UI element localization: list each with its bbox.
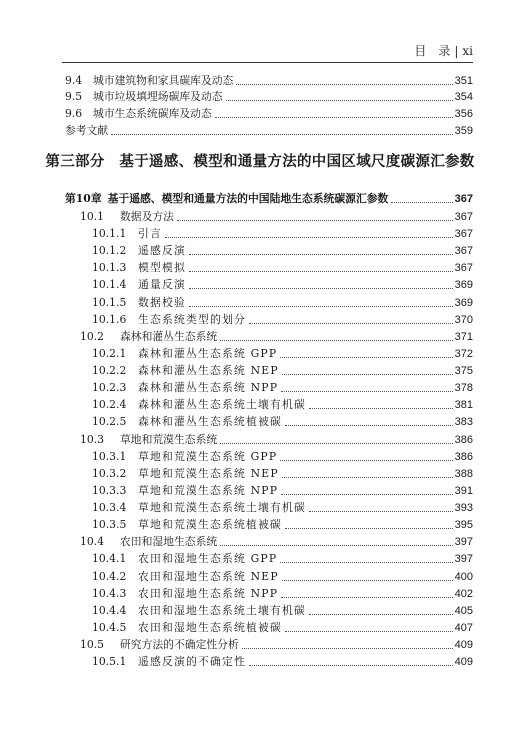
dot-leader	[281, 494, 452, 495]
toc-entry[interactable]	[92, 309, 473, 327]
toc-entry[interactable]	[92, 394, 473, 412]
toc-entry-title: 引言	[138, 227, 162, 240]
dot-leader	[285, 425, 453, 426]
toc-entry-title: 森林和灌丛生态系统	[120, 330, 218, 343]
toc-entry-page: 388	[454, 468, 473, 480]
toc-entry[interactable]	[65, 103, 473, 121]
toc-entry-title: 研究方法的不确定性分析	[120, 638, 239, 651]
toc-entry-number: 10.3.4	[92, 501, 127, 514]
toc-entry-number: 10.1.4	[92, 278, 127, 291]
toc-entry-title: 草地和荒漠生态系统 GPP	[138, 450, 278, 463]
dot-leader	[285, 631, 453, 632]
toc-entry-page: 391	[454, 485, 473, 497]
toc-entry[interactable]	[80, 326, 473, 344]
dot-leader	[177, 220, 453, 221]
toc-entry[interactable]	[92, 343, 473, 361]
toc-entry-number: 10.4.2	[92, 570, 127, 583]
toc-entry-title: 草地和荒漠生态系统	[120, 433, 218, 446]
toc-entry-page: 378	[454, 382, 473, 394]
toc-entry[interactable]	[92, 411, 473, 429]
toc-entry[interactable]	[80, 634, 473, 652]
dot-leader	[236, 84, 452, 85]
toc-entry-page: 375	[454, 365, 473, 377]
dot-leader	[309, 408, 453, 409]
dot-leader	[220, 545, 452, 546]
toc-entry-number: 10.5	[80, 638, 105, 651]
toc-entry-page: 386	[454, 451, 473, 463]
toc-entry-title: 森林和灌丛生态系统 GPP	[138, 347, 278, 360]
toc-entry-page: 367	[454, 211, 473, 223]
toc-entry-title: 农田和湿地生态系统	[120, 535, 218, 548]
toc-entry-title: 农田和湿地生态系统 GPP	[138, 552, 278, 565]
toc-entry-number: 10.1.1	[92, 227, 127, 240]
toc-entry-number: 10.3.5	[92, 518, 127, 531]
toc-entry[interactable]	[92, 463, 473, 481]
part-title: 第三部分 基于遥感、模型和通量方法的中国区域尺度碳源汇参数	[45, 153, 475, 170]
dot-leader	[309, 511, 453, 512]
dot-leader	[280, 460, 452, 461]
toc-entry-page: 351	[454, 75, 473, 87]
toc-entry[interactable]	[92, 240, 473, 258]
toc-entry-title: 农田和湿地生态系统 NPP	[138, 587, 279, 600]
toc-entry-title: 森林和灌丛生态系统 NPP	[138, 381, 279, 394]
toc-entry[interactable]	[92, 360, 473, 378]
toc-entry-title: 城市生态系统碳库及动态	[93, 107, 212, 120]
toc-entry-title: 草地和荒漠生态系统 NEP	[138, 467, 279, 480]
dot-leader	[281, 391, 452, 392]
toc-entry-number: 10.4.4	[92, 604, 127, 617]
header-title: 目 录	[414, 44, 451, 58]
toc-entry-page: 369	[454, 297, 473, 309]
toc-entry-title: 城市垃圾填埋场碳库及动态	[93, 90, 223, 103]
toc-entry-title: 草地和荒漠生态系统 NPP	[138, 484, 279, 497]
toc-entry-title: 农田和湿地生态系统植被碳	[138, 621, 282, 634]
dot-leader	[249, 665, 453, 666]
toc-entry-number: 10.2.1	[92, 347, 127, 360]
dot-leader	[280, 562, 452, 563]
toc-entry-page: 359	[454, 125, 473, 137]
toc-entry-number: 10.3.1	[92, 450, 127, 463]
toc-entry-title: 参考文献	[65, 124, 109, 137]
toc-entry-page: 381	[454, 399, 473, 411]
toc-entry[interactable]	[92, 377, 473, 395]
dot-leader	[226, 100, 453, 101]
toc-entry-number: 10.4	[80, 535, 105, 548]
toc-entry-number: 10.3.3	[92, 484, 127, 497]
toc-entry-number: 10.3	[80, 433, 105, 446]
toc-entry[interactable]	[92, 274, 473, 292]
toc-entry-page: 386	[454, 434, 473, 446]
toc-entry-title: 森林和灌丛生态系统 NEP	[138, 364, 279, 377]
toc-entry-page: 397	[454, 536, 473, 548]
toc-entry-title: 遥感反演的不确定性	[138, 655, 246, 668]
toc-entry[interactable]	[92, 514, 473, 532]
toc-entry-number: 10.1.2	[92, 244, 127, 257]
toc-entry[interactable]	[92, 651, 473, 669]
toc-entry-number: 10.3.2	[92, 467, 127, 480]
dot-leader	[111, 134, 452, 135]
header-rule	[62, 62, 473, 63]
toc-entry[interactable]	[92, 223, 473, 241]
toc-entry-number: 10.2.3	[92, 381, 127, 394]
toc-entry-number: 10.1.6	[92, 313, 127, 326]
toc-entry-number: 第10章	[65, 192, 102, 205]
dot-leader	[189, 254, 453, 255]
toc-entry-number: 10.1.3	[92, 261, 127, 274]
toc-entry-number: 9.4	[65, 74, 83, 87]
toc-entry-title: 城市建筑物和家具碳库及动态	[93, 74, 234, 87]
dot-leader	[165, 237, 453, 238]
toc-entry-number: 10.4.5	[92, 621, 127, 634]
toc-entry-title: 草地和荒漠生态系统植被碳	[138, 518, 282, 531]
toc-entry-number: 10.4.3	[92, 587, 127, 600]
toc-entry-page: 397	[454, 553, 473, 565]
toc-entry-page: 371	[454, 331, 473, 343]
toc-entry-title: 数据及方法	[120, 210, 174, 223]
toc-entry[interactable]	[65, 120, 473, 138]
toc-entry-number: 9.6	[65, 107, 83, 120]
toc-entry-page: 356	[454, 108, 473, 120]
toc-entry-title: 模型模拟	[138, 261, 186, 274]
toc-entry-page: 409	[454, 656, 473, 668]
toc-entry-title: 森林和灌丛生态系统土壤有机碳	[138, 398, 306, 411]
toc-entry[interactable]	[92, 600, 473, 618]
toc-entry-title: 数据校验	[138, 296, 186, 309]
toc-entry-number: 10.4.1	[92, 552, 127, 565]
toc-entry-page: 367	[454, 245, 473, 257]
dot-leader	[220, 443, 452, 444]
dot-leader	[189, 271, 453, 272]
dot-leader	[391, 202, 452, 203]
toc-entry-page: 400	[454, 571, 473, 583]
toc-entry-page: 372	[454, 348, 473, 360]
toc-entry[interactable]	[80, 206, 473, 224]
dot-leader	[215, 117, 453, 118]
toc-entry-number: 10.1.5	[92, 296, 127, 309]
toc-entry-page: 367	[454, 193, 473, 205]
toc-entry[interactable]	[92, 617, 473, 635]
toc-entry-title: 农田和湿地生态系统 NEP	[138, 570, 279, 583]
toc-entry-number: 10.2.5	[92, 415, 127, 428]
dot-leader	[282, 477, 453, 478]
toc-entry[interactable]	[92, 257, 473, 275]
toc-entry[interactable]	[92, 583, 473, 601]
toc-entry-number: 10.2.2	[92, 364, 127, 377]
dot-leader	[242, 648, 453, 649]
toc-entry-page: 354	[454, 91, 473, 103]
toc-entry-page: 395	[454, 519, 473, 531]
toc-entry-title: 基于遥感、模型和通量方法的中国陆地生态系统碳源汇参数	[107, 192, 389, 205]
toc-entry-number: 10.5.1	[92, 655, 127, 668]
toc-entry-page: 407	[454, 622, 473, 634]
toc-entry-number: 9.5	[65, 90, 83, 103]
toc-entry-title: 通量反演	[138, 278, 186, 291]
header-page-number: xi	[462, 44, 473, 58]
toc-entry[interactable]	[92, 292, 473, 310]
toc-entry-page: 367	[454, 228, 473, 240]
toc-entry[interactable]	[92, 497, 473, 515]
dot-leader	[220, 340, 452, 341]
toc-entry-page: 393	[454, 502, 473, 514]
dot-leader	[189, 288, 453, 289]
toc-entry-title: 生态系统类型的划分	[138, 313, 246, 326]
toc-entry[interactable]	[92, 480, 473, 498]
dot-leader	[285, 528, 453, 529]
toc-entry[interactable]	[80, 429, 473, 447]
dot-leader	[280, 357, 452, 358]
toc-entry-title: 草地和荒漠生态系统土壤有机碳	[138, 501, 306, 514]
dot-leader	[282, 374, 453, 375]
toc-entry-page: 383	[454, 416, 473, 428]
dot-leader	[281, 597, 452, 598]
toc-entry-title: 森林和灌丛生态系统植被碳	[138, 415, 282, 428]
dot-leader	[309, 614, 453, 615]
toc-entry[interactable]	[80, 531, 473, 549]
toc-entry[interactable]	[65, 188, 473, 206]
toc-entry[interactable]	[92, 548, 473, 566]
toc-entry-title: 遥感反演	[138, 244, 186, 257]
toc-entry[interactable]	[92, 566, 473, 584]
running-header	[414, 42, 473, 59]
toc-entry-number: 10.2.4	[92, 398, 127, 411]
dot-leader	[282, 580, 453, 581]
dot-leader	[189, 306, 453, 307]
toc-entry-page: 405	[454, 605, 473, 617]
toc-entry-title: 农田和湿地生态系统土壤有机碳	[138, 604, 306, 617]
toc-entry-page: 367	[454, 262, 473, 274]
toc-entry[interactable]	[65, 86, 473, 104]
toc-entry-page: 402	[454, 588, 473, 600]
dot-leader	[249, 323, 453, 324]
toc-entry[interactable]	[92, 446, 473, 464]
toc-entry-page: 370	[454, 314, 473, 326]
toc-entry-number: 10.1	[80, 210, 105, 223]
toc-entry-number: 10.2	[80, 330, 105, 343]
toc-entry-page: 369	[454, 279, 473, 291]
toc-entry-page: 409	[454, 639, 473, 651]
header-separator: |	[454, 44, 459, 58]
